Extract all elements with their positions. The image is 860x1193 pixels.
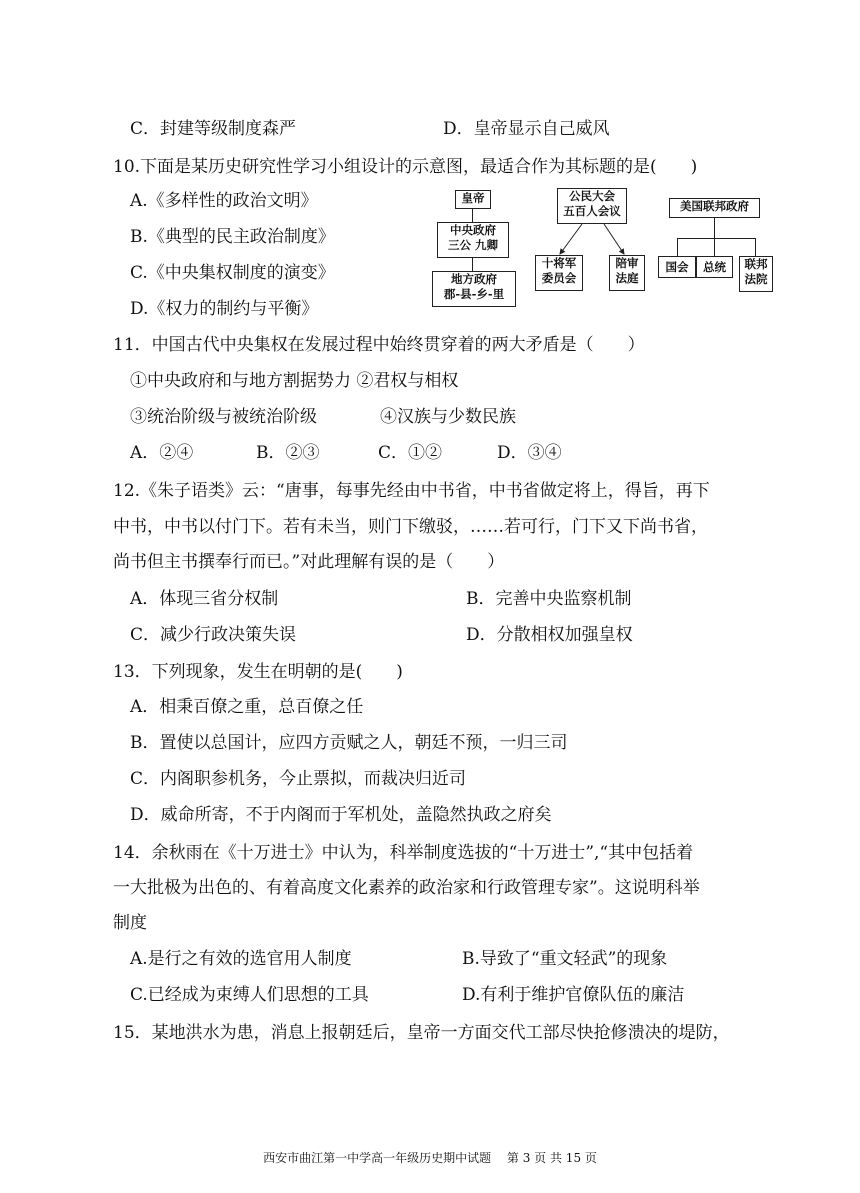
q11-stem: 11．中国古代中央集权在发展过程中始终贯穿着的两大矛盾是（ ） bbox=[113, 335, 645, 355]
q9-option-c: C．封建等级制度森严 bbox=[130, 119, 297, 139]
q10-stem: 10.下面是某历史研究性学习小组设计的示意图，最适合作为其标题的是( ) bbox=[113, 157, 698, 177]
diagram-jury-box: 陪审 法庭 bbox=[609, 255, 645, 291]
q13-stem: 13．下列现象，发生在明朝的是( ) bbox=[113, 662, 403, 682]
q14-line-1: 14．余秋雨在《十万进士》中认为，科举制度选拔的“十万进士”,“其中包括着 bbox=[113, 843, 694, 863]
q10-option-a: A.《多样性的政治文明》 bbox=[130, 191, 318, 211]
q10-option-b: B.《典型的民主政治制度》 bbox=[130, 227, 335, 247]
q12-line-3: 尚书但主书撰奉行而已。”对此理解有误的是（ ） bbox=[113, 552, 505, 572]
q12-line-2: 中书，中书以付门下。若有未当，则门下缴驳，……若可行，门下又下尚书省， bbox=[113, 517, 708, 537]
q14-line-3: 制度 bbox=[113, 913, 147, 933]
q11-option-a: A．②④ bbox=[130, 443, 194, 463]
q11-option-d: D．③④ bbox=[497, 443, 562, 463]
q11-item-3: ③统治阶级与被统治阶级 bbox=[130, 407, 317, 427]
q11-items-1-2: ①中央政府和与地方割据势力 ②君权与相权 bbox=[130, 371, 459, 391]
q14-line-2: 一大批极为出色的、有着高度文化素养的政治家和行政管理专家”。这说明科举 bbox=[113, 878, 700, 898]
diagram-emperor-box: 皇帝 bbox=[455, 190, 491, 209]
q13-option-a: A．相秉百僚之重，总百僚之任 bbox=[130, 697, 364, 717]
q12-option-d: D．分散相权加强皇权 bbox=[466, 625, 633, 645]
page-footer: 西安市曲江第一中学高一年级历史期中试题 第 3 页 共 15 页 bbox=[263, 1151, 597, 1165]
diagram-central-gov-box: 中央政府 三公 九卿 bbox=[437, 222, 509, 258]
diagram-court-box: 联邦 法院 bbox=[739, 256, 773, 292]
q14-option-b: B.导致了“重文轻武”的现象 bbox=[462, 949, 668, 969]
diagram-congress-box: 国会 bbox=[658, 256, 696, 278]
q12-option-a: A．体现三省分权制 bbox=[130, 589, 279, 609]
q13-option-b: B．置使以总国计，应四方贡赋之人，朝廷不预，一归三司 bbox=[130, 733, 568, 753]
q11-item-4: ④汉族与少数民族 bbox=[380, 407, 516, 427]
q14-option-a: A.是行之有效的选官用人制度 bbox=[130, 949, 352, 969]
q12-line-1: 12.《朱子语类》云：“唐事，每事先经由中书省，中书省做定将上，得旨，再下 bbox=[113, 481, 710, 501]
diagram-generals-box: 十将军 委员会 bbox=[535, 255, 583, 291]
q12-option-b: B．完善中央监察机制 bbox=[466, 589, 632, 609]
q9-option-d: D．皇帝显示自己威风 bbox=[443, 119, 610, 139]
q10-option-d: D.《权力的制约与平衡》 bbox=[130, 299, 319, 319]
q12-option-c: C．减少行政决策失误 bbox=[130, 625, 297, 645]
q14-option-d: D.有利于维护官僚队伍的廉洁 bbox=[462, 985, 685, 1005]
diagram-us-federal-box: 美国联邦政府 bbox=[669, 198, 760, 218]
q11-option-c: C．①② bbox=[378, 443, 443, 463]
diagram-assembly-box: 公民大会 五百人会议 bbox=[557, 188, 627, 224]
q13-option-d: D．威命所寄，不于内阁而于军机处，盖隐然执政之府矣 bbox=[130, 805, 552, 825]
q11-option-b: B．②③ bbox=[256, 443, 320, 463]
q13-option-c: C．内阁职参机务，今止票拟，而裁决归近司 bbox=[130, 769, 467, 789]
diagram-president-box: 总统 bbox=[696, 256, 733, 278]
q14-option-c: C.已经成为束缚人们思想的工具 bbox=[130, 985, 369, 1005]
q10-option-c: C.《中央集权制度的演变》 bbox=[130, 263, 335, 283]
q15-line-1: 15．某地洪水为患，消息上报朝廷后，皇帝一方面交代工部尽快抢修溃决的堤防， bbox=[113, 1023, 730, 1043]
diagram-local-gov-box: 地方政府 郡-县-乡-里 bbox=[432, 271, 516, 307]
